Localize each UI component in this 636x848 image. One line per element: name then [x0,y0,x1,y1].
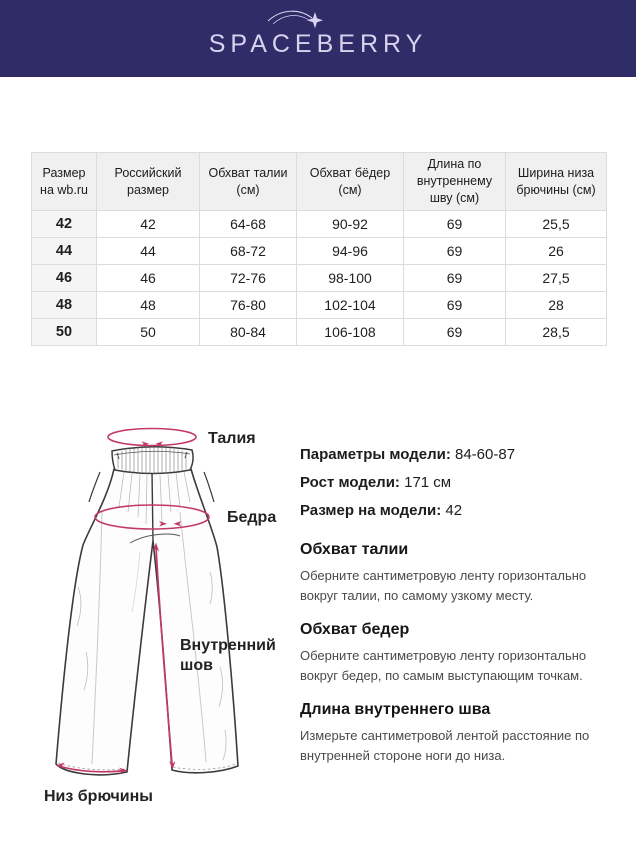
table-row [32,238,607,265]
pants-sketch [20,412,300,832]
model-parameters-value: 84-60-87 [455,446,516,463]
table-cell: 44 [97,238,200,265]
column-header: Размер на wb.ru [32,153,97,211]
table-cell: 42 [97,211,200,238]
column-header: Обхват талии (см) [200,153,297,211]
table-cell: 106-108 [297,319,404,346]
table-cell: 69 [404,265,506,292]
size-table [31,152,607,346]
size-cell: 50 [32,319,97,346]
model-height-label: Рост модели: [300,474,400,491]
table-cell: 27,5 [506,265,607,292]
model-height-value: 171 см [404,474,452,491]
table-cell: 69 [404,238,506,265]
table-cell: 46 [97,265,200,292]
hips-label: Бедра [227,509,277,526]
table-cell: 69 [404,211,506,238]
model-size-line [300,497,620,525]
waist-guide-text: Оберните сантиметровую ленту горизонтально вокруг талии, по самому узкому месту. [300,568,587,603]
inseam-guide-title: Длина внутреннего шва [300,701,491,718]
table-cell: 72-76 [200,265,297,292]
brand-name: SPACEBERRY [208,30,428,58]
table-cell: 98-100 [297,265,404,292]
column-header: Ширина низа брючины (см) [506,153,607,211]
table-cell: 90-92 [297,211,404,238]
inseam-label: Внутренний шов [180,637,276,674]
column-header: Российский размер [97,153,200,211]
brand-header [0,0,636,77]
table-cell: 102-104 [297,292,404,319]
table-cell: 80-84 [200,319,297,346]
model-height-line [300,469,620,497]
table-cell: 25,5 [506,211,607,238]
table-cell: 76-80 [200,292,297,319]
hips-guide-block [300,621,620,685]
table-cell: 26 [506,238,607,265]
table-cell: 64-68 [200,211,297,238]
column-header: Длина по внутреннему шву (см) [404,153,506,211]
size-cell: 42 [32,211,97,238]
size-cell: 48 [32,292,97,319]
hips-guide-title: Обхват бедер [300,621,410,638]
brand-logo [209,18,428,59]
model-size-label: Размер на модели: [300,502,442,519]
table-row [32,211,607,238]
model-parameters-label: Параметры модели: [300,446,451,463]
table-cell: 69 [404,319,506,346]
table-row [32,292,607,319]
measurement-info-column [300,441,620,765]
table-cell: 50 [97,319,200,346]
table-cell: 28,5 [506,319,607,346]
pants-measurement-diagram [20,412,300,832]
table-cell: 94-96 [297,238,404,265]
hips-guide-text: Оберните сантиметровую ленту горизонтально вокруг бедер, по самым выступающим точкам. [300,648,587,683]
waist-guide-block [300,541,620,605]
size-table-section [31,152,606,346]
model-size-value: 42 [445,502,463,519]
waist-label: Талия [208,430,256,447]
table-cell: 68-72 [200,238,297,265]
table-cell: 48 [97,292,200,319]
inseam-guide-block [300,701,620,765]
shooting-star-icon [265,6,329,34]
column-header: Обхват бёдер (см) [297,153,404,211]
hem-label: Низ брючины [44,788,153,805]
size-cell: 46 [32,265,97,292]
inseam-guide-text: Измерьте сантиметровой лентой расстояние по внутренней стороне ноги до низа. [300,728,590,763]
size-cell: 44 [32,238,97,265]
table-row [32,319,607,346]
table-header-row [32,153,607,211]
table-cell: 28 [506,292,607,319]
table-row [32,265,607,292]
table-cell: 69 [404,292,506,319]
waist-guide-title: Обхват талии [300,541,409,558]
model-parameters-line [300,441,620,469]
